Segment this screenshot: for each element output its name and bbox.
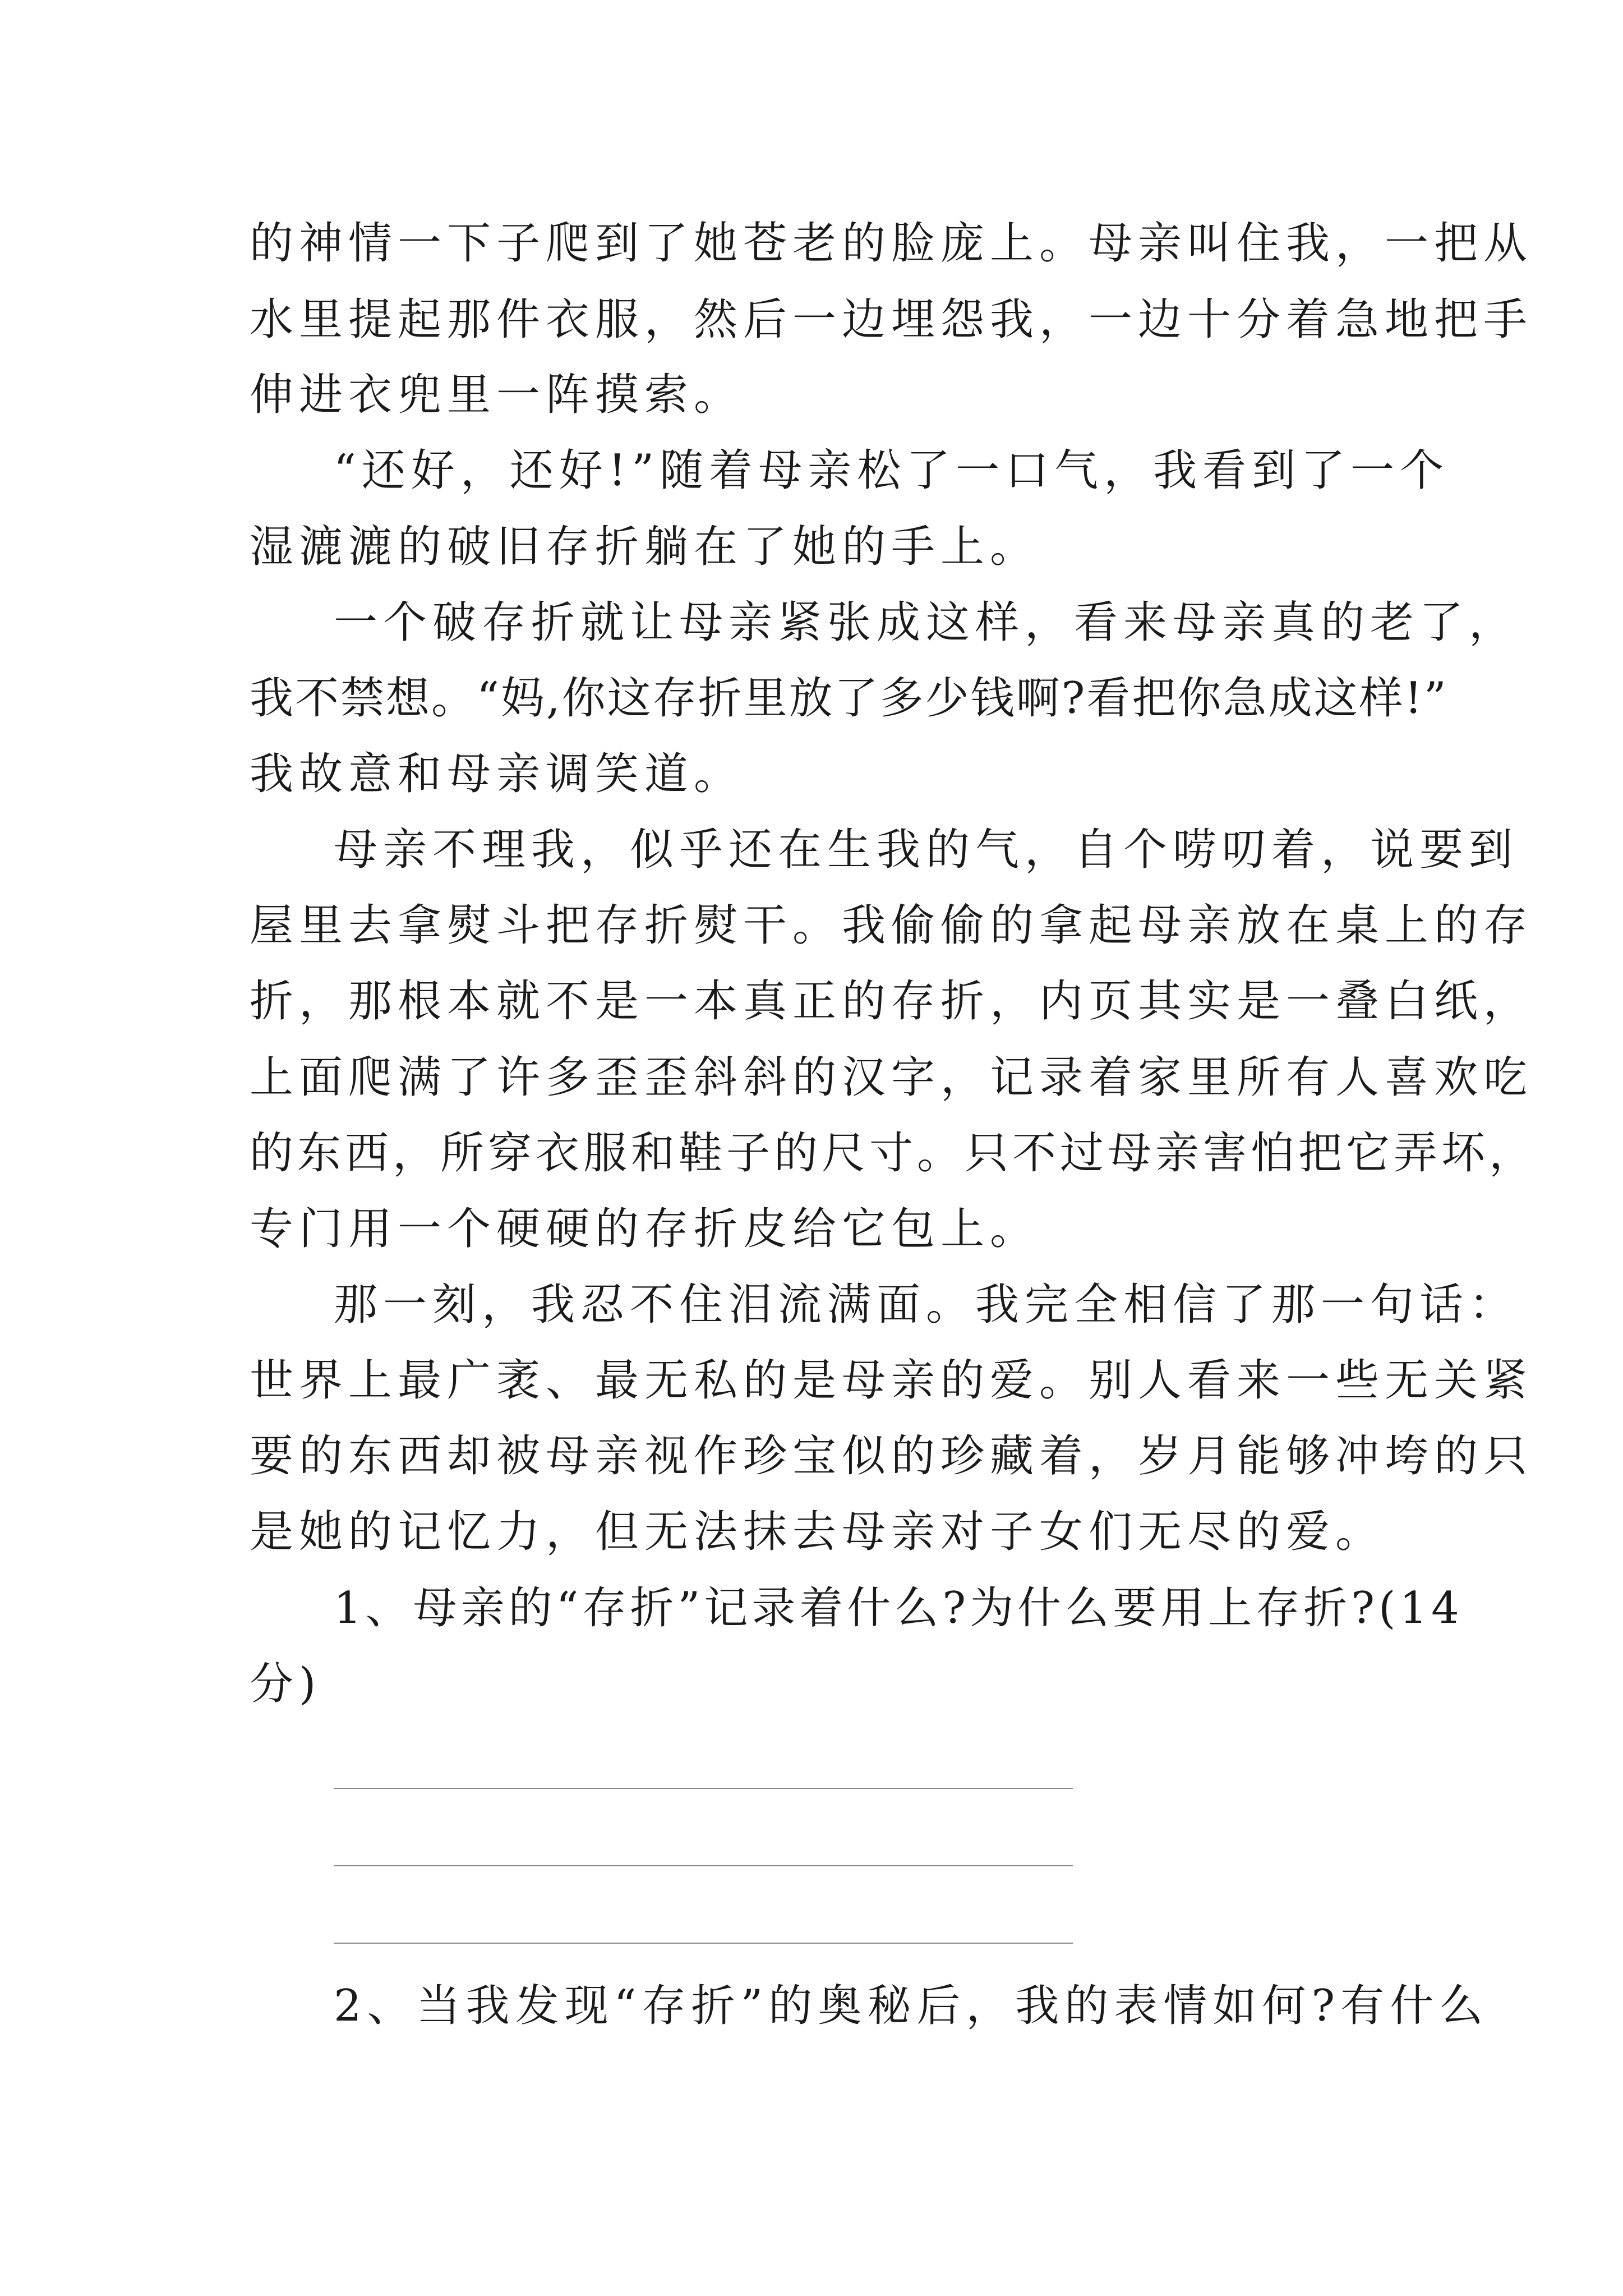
- text-line: 的神情一下子爬到了她苍老的脸庞上。母亲叫住我，一把从: [250, 218, 1533, 269]
- text-line: 我不禁想。“妈,你这存折里放了多少钱啊?看把你急成这样!”: [250, 673, 1448, 724]
- question-2-line: 2、当我发现“存折”的奥秘后，我的表情如何?有什么: [334, 1981, 1489, 2031]
- paragraph-start-line: 那一刻，我忍不住泪流满面。我完全相信了那一句话：: [334, 1280, 1519, 1330]
- text-line: 水里提起那件衣服，然后一边埋怨我，一边十分着急地把手: [250, 295, 1533, 345]
- paragraph-start-line: “还好，还好!”随着母亲松了一口气，我看到了一个: [334, 445, 1450, 496]
- question-1-line: 1、母亲的“存折”记录着什么?为什么要用上存折?(14: [334, 1583, 1463, 1634]
- paragraph-start-line: 一个破存折就让母亲紧张成这样，看来母亲真的老了，: [334, 597, 1519, 648]
- answer-line: [334, 1788, 1073, 1789]
- text-line: 专门用一个硬硬的存折皮给它包上。: [250, 1204, 1040, 1254]
- answer-line: [334, 1943, 1073, 1944]
- text-line: 上面爬满了许多歪歪斜斜的汉字，记录着家里所有人喜欢吃: [250, 1052, 1533, 1103]
- text-line: 我故意和母亲调笑道。: [250, 749, 744, 799]
- answer-line: [334, 1865, 1073, 1866]
- question-1-line: 分): [250, 1659, 322, 1709]
- text-line: 折，那根本就不是一本真正的存折，内页其实是一叠白纸，: [250, 976, 1533, 1027]
- paragraph-start-line: 母亲不理我，似乎还在生我的气，自个唠叨着，说要到: [334, 825, 1519, 875]
- text-line: 湿漉漉的破旧存折躺在了她的手上。: [250, 522, 1040, 572]
- text-line: 要的东西却被母亲视作珍宝似的珍藏着，岁月能够冲垮的只: [250, 1431, 1533, 1481]
- text-line: 屋里去拿熨斗把存折熨干。我偷偷的拿起母亲放在桌上的存: [250, 900, 1533, 951]
- text-line: 伸进衣兜里一阵摸索。: [250, 370, 744, 420]
- text-line: 的东西，所穿衣服和鞋子的尺寸。只不过母亲害怕把它弄坏，: [250, 1128, 1537, 1179]
- text-line: 是她的记忆力，但无法抹去母亲对子女们无尽的爱。: [250, 1507, 1385, 1557]
- text-line: 世界上最广袤、最无私的是母亲的爱。别人看来一些无关紧: [250, 1355, 1533, 1406]
